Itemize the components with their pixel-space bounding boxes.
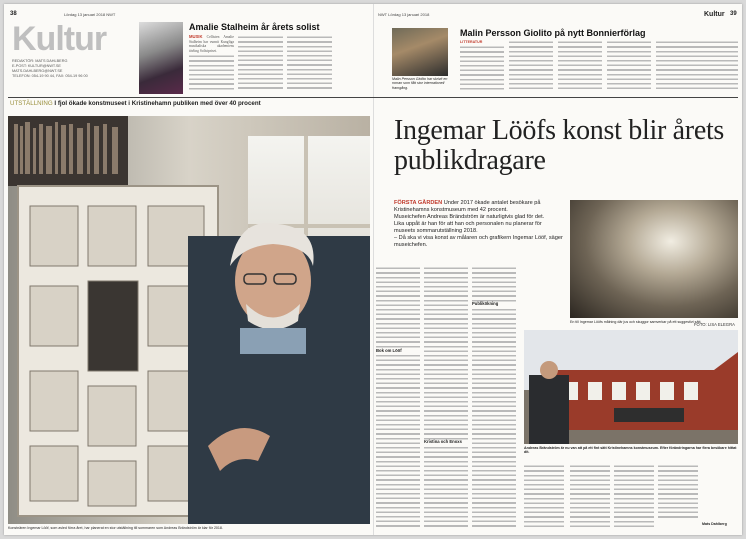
body-subhead <box>424 440 468 445</box>
byline: FÖRSTA GÅRDEN <box>394 200 443 206</box>
painting-photo <box>570 200 738 318</box>
article-kicker <box>10 100 261 107</box>
newspaper-spread <box>4 4 742 535</box>
page-number: 39 <box>730 11 737 17</box>
contact-line: E-POST: KULTUR@NWT.SE <box>12 64 61 68</box>
lead-paragraph: Under 2017 ökade antalet besökare på Kristinehamns konstmuseum med 42 procent. <box>394 200 541 213</box>
museum-caption: Andreas Brändström är nu van att på ett fint sätt Kristinehamns konstmuseum. Efter förändringarna har flera besökare hittat dit. <box>524 446 737 455</box>
contact-line: REDAKTÖR: MATS DAHLBERG <box>12 59 68 63</box>
brief-kicker: LITTERATUR <box>460 40 483 44</box>
brief-column <box>189 35 234 53</box>
section-title: Kultur <box>12 20 107 58</box>
running-head: NWT Lördag 13 januari 2018 <box>378 12 430 17</box>
brief-text-block <box>656 40 700 92</box>
photo-credit: FOTO: LISA ELEGRA <box>694 322 735 327</box>
brief-headline: Malin Persson Giolito på nytt Bonnierförlag <box>460 28 646 38</box>
divider <box>8 97 738 98</box>
brief-text-block <box>696 40 738 92</box>
museum-photo <box>524 330 738 444</box>
main-photo-caption: Konstnären Ingemar Lööf, som avled förra året, har planerat en stor utställning till sommaren som Andreas Brändström är klar för 2018. <box>8 526 223 530</box>
brief-portrait-photo <box>392 28 448 76</box>
subhead-text: Bok om Lööf <box>376 348 402 353</box>
page-number: 38 <box>10 11 17 17</box>
brief-text-block <box>287 35 332 92</box>
brief-text-block <box>189 54 234 92</box>
running-head: Lördag 13 januari 2018 NWT <box>64 12 116 17</box>
brief-text-block <box>558 40 602 92</box>
body-column <box>570 464 610 528</box>
kicker-text: I fjol ökade konstmuseet i Kristinehamn publiken med över 40 procent <box>54 100 261 107</box>
museum-photo-illustration <box>524 330 738 444</box>
main-photo-illustration <box>8 116 370 524</box>
body-column <box>424 266 468 528</box>
signoff: Mats Dahlberg <box>702 522 727 526</box>
article-lead <box>394 200 564 249</box>
brief-text-block <box>460 45 504 92</box>
subhead-text: Publikökning <box>472 301 499 306</box>
lead-paragraph: – Då ska vi visa konst av målaren och grafikern Ingemar Lööf, säger museichefen. <box>394 235 563 248</box>
brief-column <box>460 40 504 45</box>
body-subhead <box>376 349 420 354</box>
lead-paragraph: Lika uppåt är han för att han och personalen nu planerar för museets sommarutställning 2018. <box>394 221 542 234</box>
brief-photo-caption: Malin Persson Giolito har skrivit en roman som fått stor internationell framgång. <box>392 77 448 90</box>
body-column <box>658 464 698 520</box>
article-headline: Ingemar Lööfs konst blir årets publikdragare <box>394 115 725 176</box>
brief-text-block <box>607 40 651 92</box>
body-column <box>376 266 420 528</box>
brief-headline: Amalie Stalheim år årets solist <box>189 22 320 32</box>
brief-portrait-photo <box>139 22 183 94</box>
section-label: Kultur <box>704 11 725 18</box>
contact-line: TELEFON: 054-19 90 44, FAX: 054-19 96 00 <box>12 74 88 78</box>
contact-line: MATS.DAHLBERG@NWT.SE <box>12 69 63 73</box>
brief-text-block <box>509 40 553 92</box>
contact-info <box>12 59 112 79</box>
main-photo <box>8 116 370 524</box>
subhead-text: Kristina och Enoxs <box>424 439 462 444</box>
body-column <box>524 464 564 528</box>
body-column <box>614 464 654 528</box>
brief-kicker: MUSIK <box>189 34 203 39</box>
lead-paragraph: Museichefen Andreas Brändström är naturligtvis glad för det. <box>394 214 545 220</box>
kicker-label: UTSTÄLLNING <box>10 100 53 107</box>
body-subhead <box>472 302 516 307</box>
brief-text-block <box>238 35 283 92</box>
brief-lead: Cellisten Amalie Stalheim har vunnit Kungliga musikaliska akademiens tävling Solistpriset. <box>189 35 234 53</box>
painting-caption: En till Ingemar Lööfs målning där jus och skuggor samverkar på ett suggestivt sätt. <box>570 320 702 324</box>
